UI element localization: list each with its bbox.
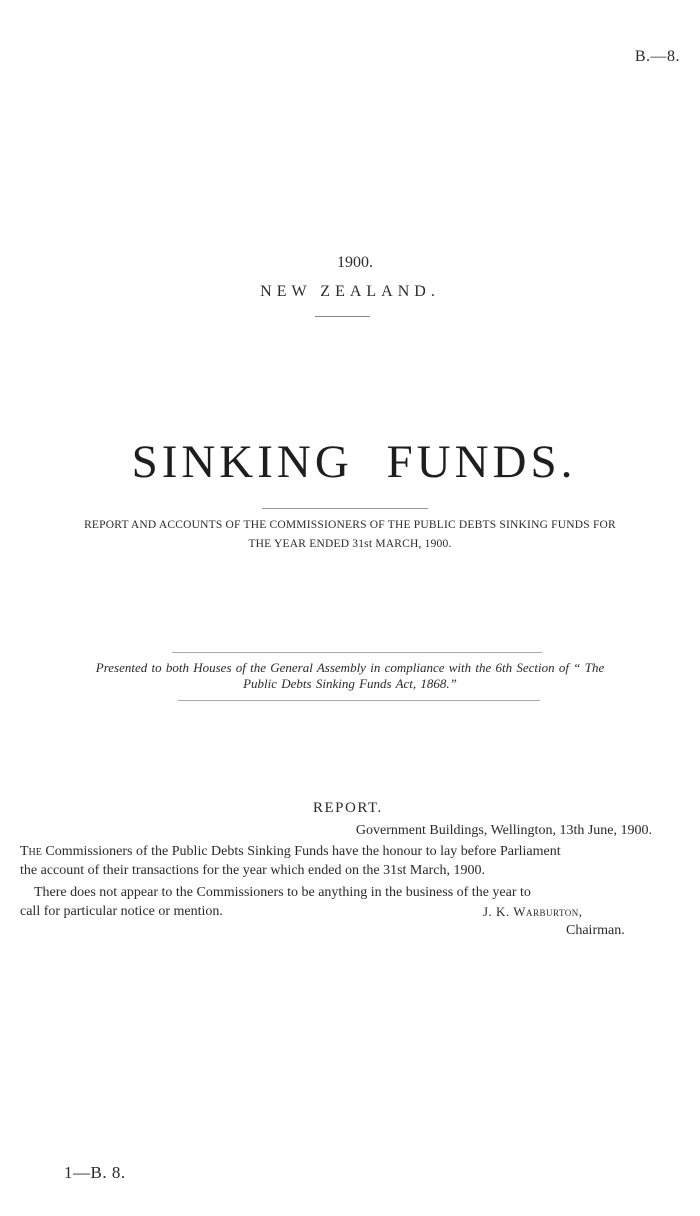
report-paragraph-2-line-1: There does not appear to the Commissioners to be anything in the business of the year to [34, 885, 531, 900]
report-paragraph-2-line-2: call for particular notice or mention. [20, 904, 223, 919]
report-paragraph-1-line-1 [20, 842, 680, 861]
presented-note-line-1: Presented to both Houses of the General Assembly in compliance with the 6th Section of “ The [95, 660, 605, 675]
signature-name: J. K. Warburton, [483, 904, 583, 919]
divider [315, 316, 370, 317]
country-heading: NEW ZEALAND. [260, 283, 440, 300]
document-reference-bottom: 1—B. 8. [64, 1163, 126, 1182]
report-date-line: Government Buildings, Wellington, 13th June, 1900. [355, 823, 652, 838]
report-paragraph-1-line-2: the account of their transactions for the year which ended on the 31st March, 1900. [20, 863, 485, 878]
paragraph-first-word: The [20, 844, 42, 859]
divider [262, 508, 428, 509]
subtitle-line-1: REPORT AND ACCOUNTS OF THE COMMISSIONERS OF THE PUBLIC DEBTS SINKING FUNDS FOR [84, 519, 616, 531]
report-heading: REPORT. [313, 800, 383, 816]
document-reference-top: B.—8. [634, 48, 680, 65]
presented-note-line-2: Public Debts Sinking Funds Act, 1868.” [243, 676, 457, 691]
paragraph-text: Commissioners of the Public Debts Sinking Funds have the honour to lay before Parliament [41, 844, 561, 859]
subtitle-line-2: THE YEAR ENDED 31st MARCH, 1900. [248, 538, 452, 550]
signature-title: Chairman. [566, 923, 625, 938]
document-year: 1900. [337, 254, 373, 271]
divider [172, 652, 542, 653]
divider [178, 700, 540, 701]
document-title: SINKING FUNDS. [131, 436, 577, 488]
